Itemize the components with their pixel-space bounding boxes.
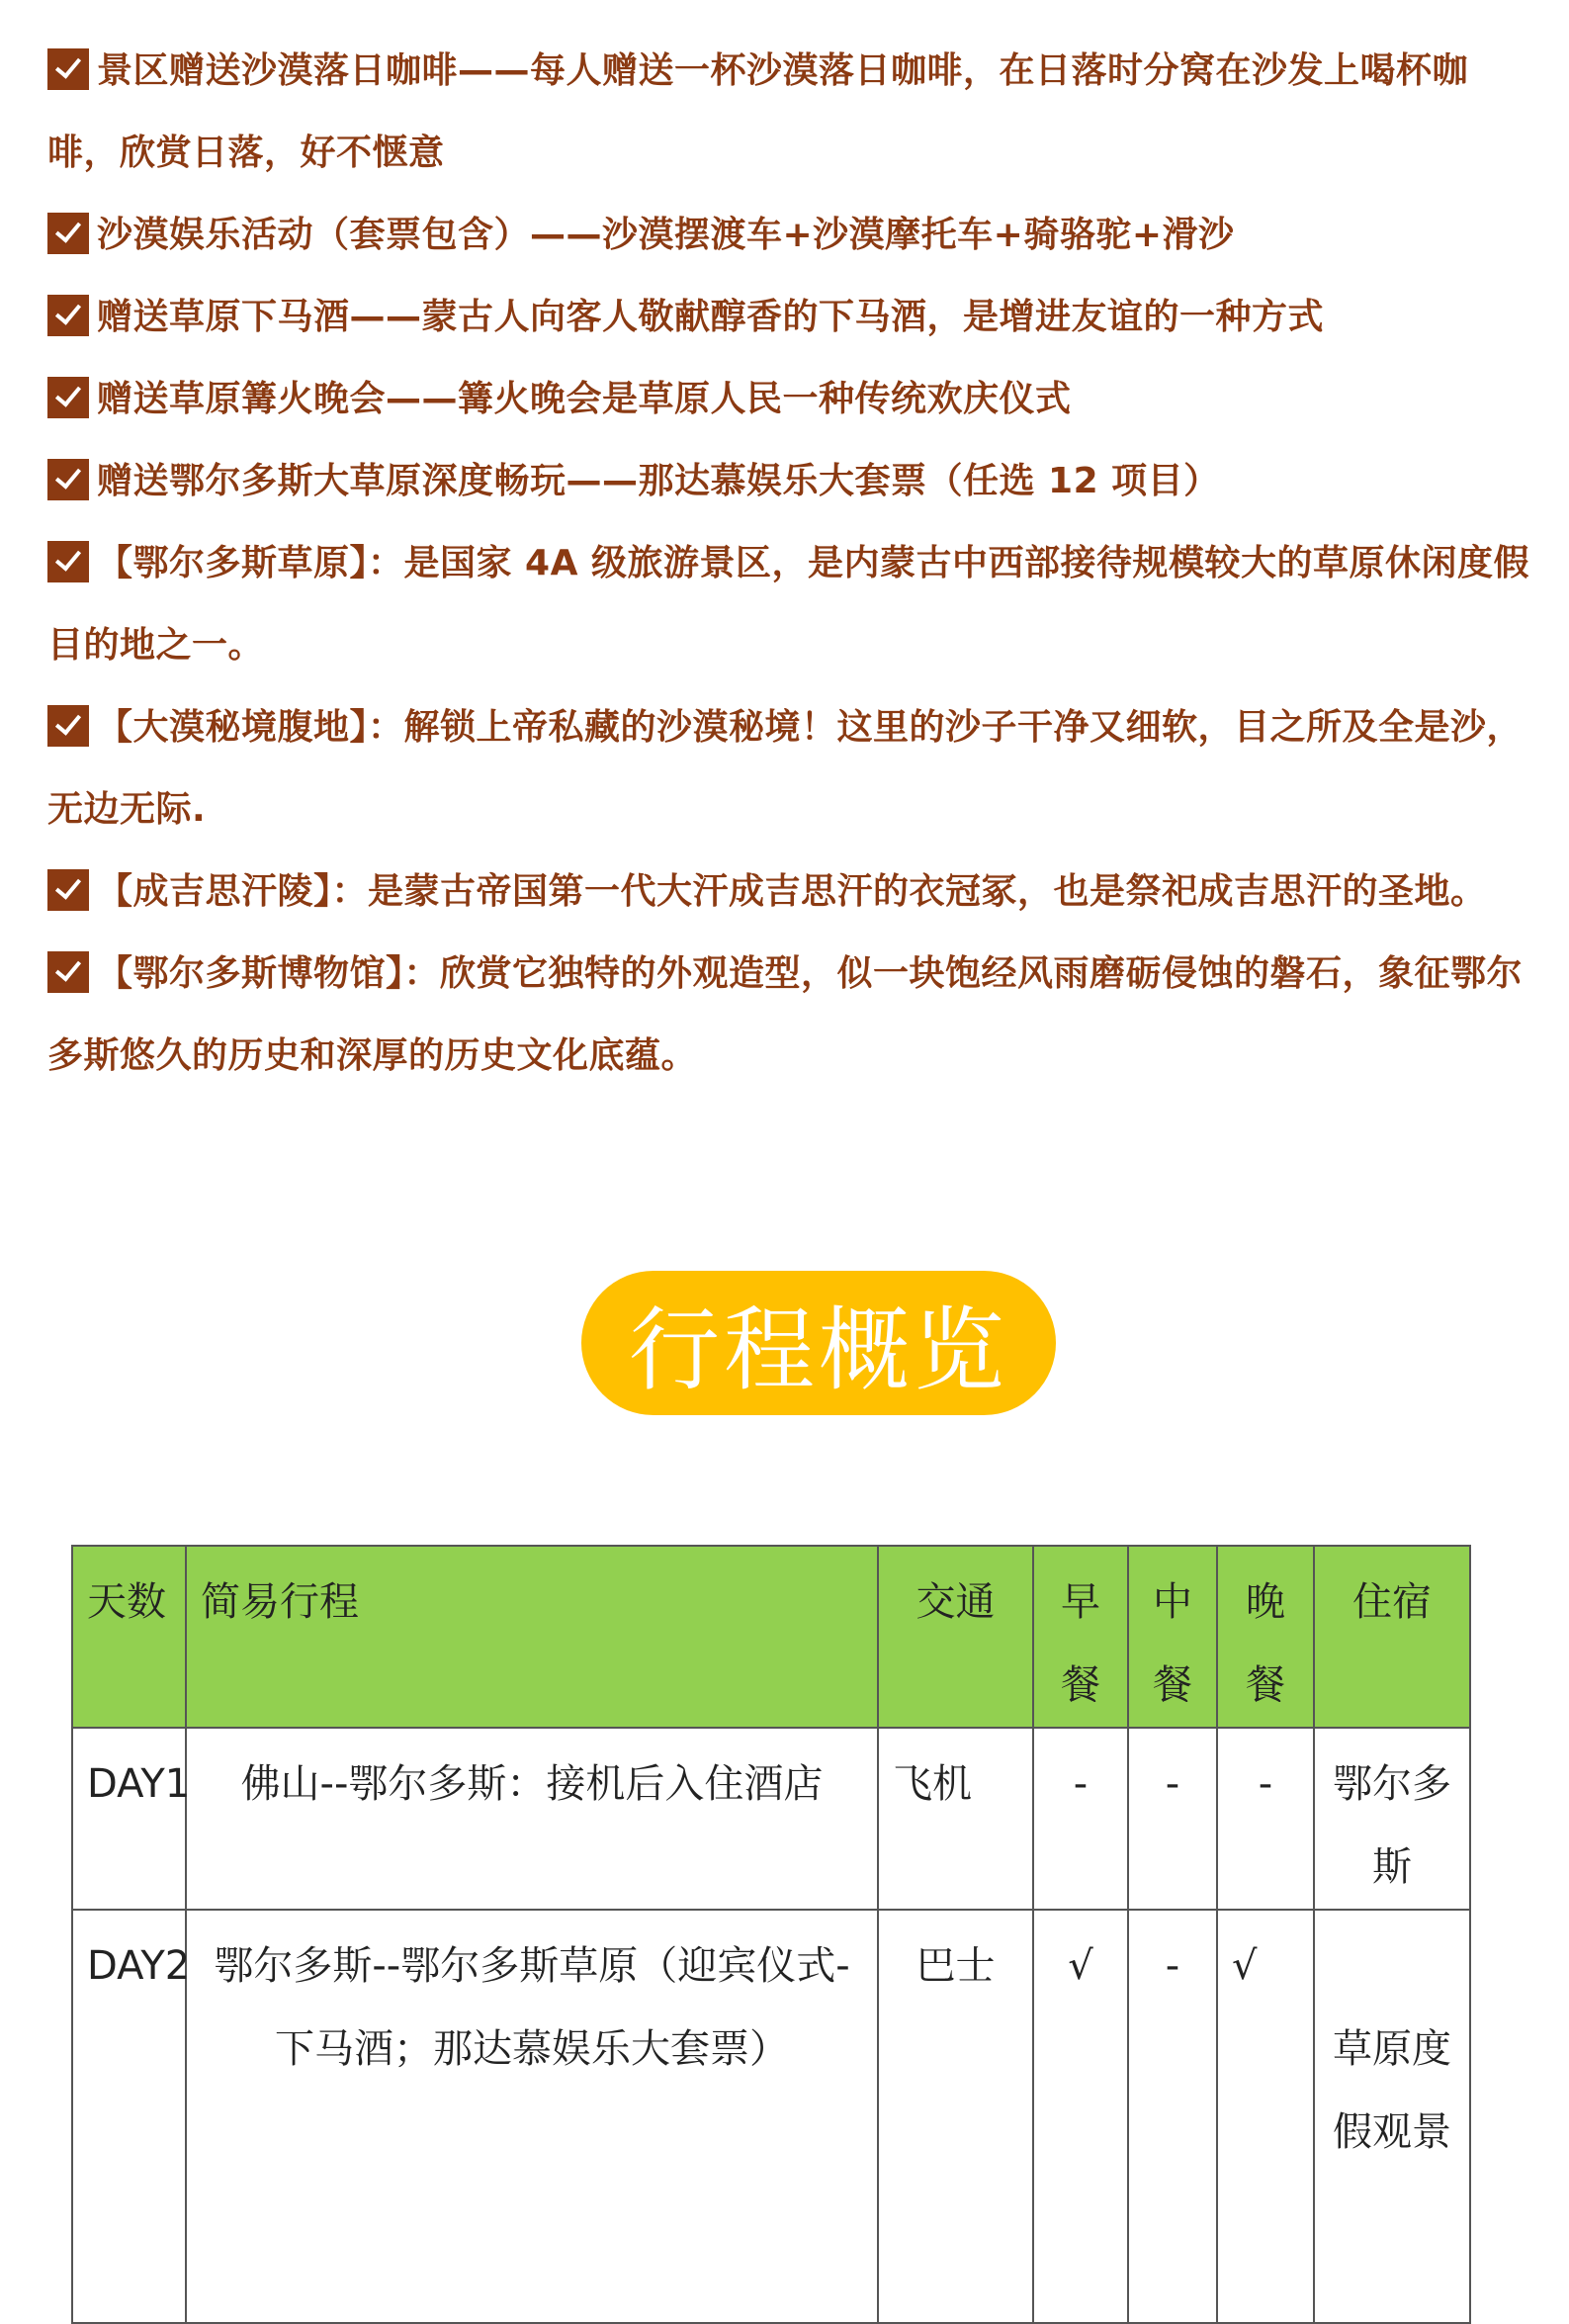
header-lunch: 中餐 xyxy=(1128,1546,1217,1728)
highlight-item: 【鄂尔多斯草原】：是国家 4A 级旅游景区，是内蒙古中西部接待规模较大的草原休闲度假目的地之一。 xyxy=(47,543,1529,666)
highlight-item: 【大漠秘境腹地】：解锁上帝私藏的沙漠秘境！这里的沙子干净又细软，目之所及全是沙，无边无际. xyxy=(47,707,1524,830)
cell-dinner: √ xyxy=(1217,1910,1314,2323)
header-dinner: 晚餐 xyxy=(1217,1546,1314,1728)
cell-hotel: 鄂尔多斯 xyxy=(1314,1728,1470,1910)
cell-lunch: - xyxy=(1128,1728,1217,1910)
header-route: 简易行程 xyxy=(186,1546,878,1728)
checkbox-checked-icon xyxy=(47,459,89,500)
highlight-item: 沙漠娱乐活动（套票包含）——沙漠摆渡车+沙漠摩托车+骑骆驼+滑沙 xyxy=(47,194,1530,276)
checkbox-checked-icon xyxy=(47,951,89,993)
itinerary-table xyxy=(71,1545,1471,2324)
cell-lunch: - xyxy=(1128,1910,1217,2323)
checkbox-checked-icon xyxy=(47,213,89,254)
highlight-item: 赠送鄂尔多斯大草原深度畅玩——那达慕娱乐大套票（任选 12 项目） xyxy=(47,440,1530,522)
highlight-item: 【成吉思汗陵】：是蒙古帝国第一代大汗成吉思汗的衣冠冢，也是祭祀成吉思汗的圣地。 xyxy=(47,850,1530,933)
checkbox-checked-icon xyxy=(47,295,89,336)
checkbox-checked-icon xyxy=(47,377,89,418)
header-day: 天数 xyxy=(72,1546,186,1728)
checkbox-checked-icon xyxy=(47,705,89,747)
header-hotel: 住宿 xyxy=(1314,1546,1470,1728)
header-breakfast: 早餐 xyxy=(1033,1546,1128,1728)
cell-breakfast: √ xyxy=(1033,1910,1128,2323)
highlights-list xyxy=(47,30,1530,1097)
cell-transport: 飞机 xyxy=(878,1728,1033,1910)
table-row xyxy=(72,1910,1470,2323)
cell-route: 鄂尔多斯--鄂尔多斯草原（迎宾仪式-下马酒；那达慕娱乐大套票） xyxy=(186,1910,878,2323)
cell-day: DAY2 xyxy=(72,1910,186,2323)
highlight-item: 景区赠送沙漠落日咖啡——每人赠送一杯沙漠落日咖啡，在日落时分窝在沙发上喝杯咖啡，欣赏日落，好不惬意 xyxy=(47,50,1469,173)
highlight-item: 【鄂尔多斯博物馆】：欣赏它独特的外观造型，似一块饱经风雨磨砺侵蚀的磐石，象征鄂尔多斯悠久的历史和深厚的历史文化底蕴。 xyxy=(47,953,1524,1076)
highlight-item: 赠送草原篝火晚会——篝火晚会是草原人民一种传统欢庆仪式 xyxy=(47,358,1530,440)
highlight-item: 赠送草原下马酒——蒙古人向客人敬献醇香的下马酒，是增进友谊的一种方式 xyxy=(47,276,1530,358)
header-transport: 交通 xyxy=(878,1546,1033,1728)
section-title: 行程概览 xyxy=(581,1271,1056,1415)
cell-dinner: - xyxy=(1217,1728,1314,1910)
cell-route: 佛山--鄂尔多斯：接机后入住酒店 xyxy=(186,1728,878,1910)
checkbox-checked-icon xyxy=(47,541,89,582)
cell-breakfast: - xyxy=(1033,1728,1128,1910)
cell-hotel: 草原度假观景 xyxy=(1314,1910,1470,2323)
checkbox-checked-icon xyxy=(47,48,89,90)
cell-transport: 巴士 xyxy=(878,1910,1033,2323)
checkbox-checked-icon xyxy=(47,869,89,911)
table-header-row xyxy=(72,1546,1470,1728)
table-row xyxy=(72,1728,1470,1910)
cell-day: DAY1 xyxy=(72,1728,186,1910)
